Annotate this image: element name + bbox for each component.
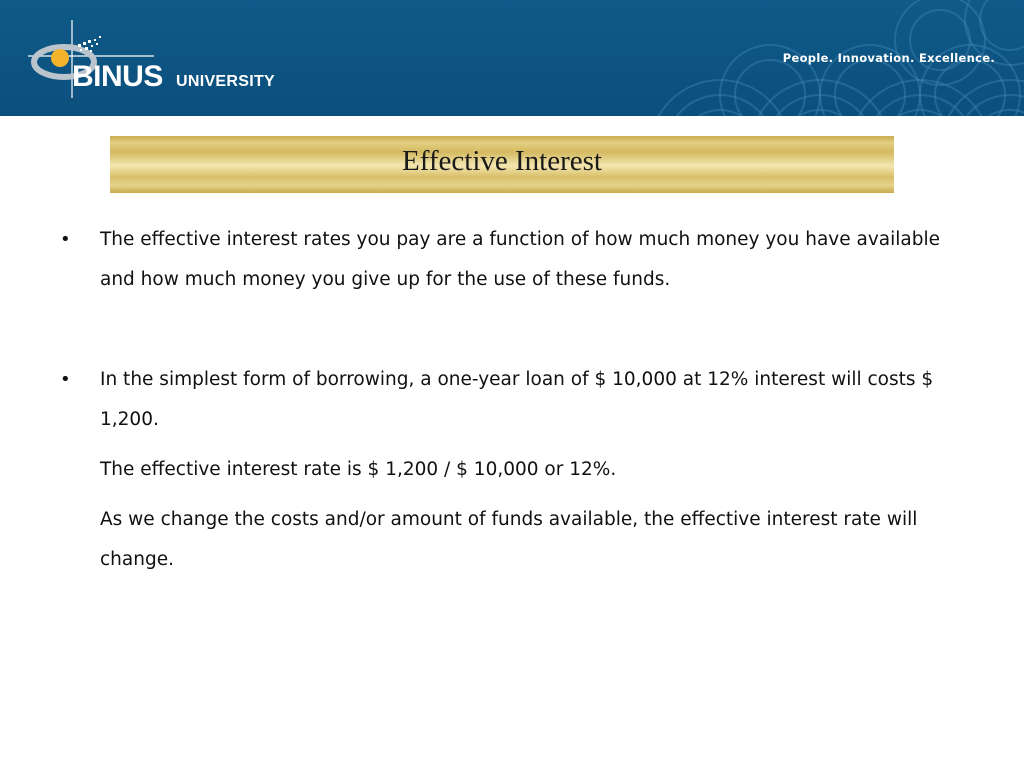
slide-title-bar <box>110 136 894 193</box>
bullet-item <box>58 360 958 440</box>
slide-body <box>58 220 958 580</box>
header-tagline: People. Innovation. Excellence. <box>782 51 995 65</box>
bullet-marker: • <box>60 369 71 390</box>
spacer <box>58 300 958 360</box>
slide-title: Effective Interest <box>402 145 602 177</box>
follow-up-line: The effective interest rate is $ 1,200 / $ 10,000 or 12%. <box>100 459 617 480</box>
bullet-text: The effective interest rates you pay are a function of how much money you have available and how much money you give up for the use of these funds. <box>100 229 940 290</box>
slide-header <box>0 0 1024 116</box>
logo-wordmark-university: UNIVERSITY <box>176 73 276 90</box>
bullet-item <box>58 220 958 300</box>
logo-wordmark-binus: BINUS <box>72 60 163 93</box>
binus-university-logo <box>28 18 298 102</box>
bullet-marker: • <box>60 229 71 250</box>
bullet-text: In the simplest form of borrowing, a one-year loan of $ 10,000 at 12% interest will costs $ 1,200. <box>100 369 934 430</box>
follow-up-line: As we change the costs and/or amount of funds available, the effective interest rate will change. <box>100 509 918 570</box>
